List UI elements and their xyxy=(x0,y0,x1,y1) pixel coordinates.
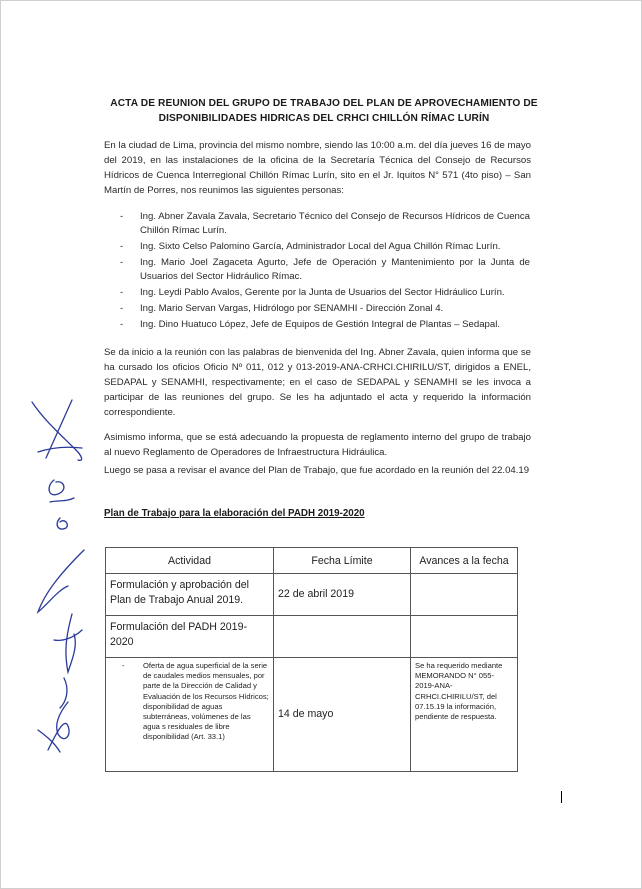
cell-activity: Formulación del PADH 2019-2020 xyxy=(106,616,274,658)
cell-progress xyxy=(411,574,518,616)
handwritten-signatures xyxy=(24,390,104,770)
header-activity: Actividad xyxy=(106,548,274,574)
cell-progress: Se ha requerido mediante MEMORANDO N° 055-2019-ANA-CRHCI.CHIRILU/ST, del 07.15.19 la información, pendiente de respuesta. xyxy=(411,658,518,772)
plan-title: Plan de Trabajo para la elaboración del PADH 2019-2020 xyxy=(104,508,365,519)
attendee-item: - Ing. Leydi Pablo Avalos, Gerente por la Junta de Usuarios del Sector Hidráulico Lurín. xyxy=(118,286,530,300)
cell-progress xyxy=(411,616,518,658)
opening-paragraph: Se da inicio a la reunión con las palabras de bienvenida del Ing. Abner Zavala, quien informa que se ha cursado los oficios Oficio Nº 011, 012 y 013-2019-ANA-CRHCI.CHIRILU/ST, dirigidos a ENEL, SEDAPAL y SENAMHI, respectivamente; en el caso de SEDAPAL y SENAMHI se les invoca a participar de las reuniones del grupo. Se les ha adjuntado el acta y requerido la información correspondiente. xyxy=(104,347,531,418)
title-line-2: DISPONIBILIDADES HIDRICAS DEL CRHCI CHILLÓN RÍMAC LURÍN xyxy=(158,113,490,124)
table-row xyxy=(106,658,518,772)
header-deadline: Fecha Límite xyxy=(274,548,411,574)
attendee-item: - Ing. Mario Joel Zagaceta Agurto, Jefe de Operación y Mantenimiento por la Junta de Usuarios del Sector Hidráulico Rímac. xyxy=(118,256,530,284)
activity-subitem: - Oferta de agua superficial de la serie de caudales medios mensuales, por parte de la Dirección de Calidad y Evaluación de los Recursos Hídricos; disponibilidad de aguas subterráneas, volúmenes de las agua s residuales de libre disponibilidad (Art. 33.1) xyxy=(110,661,269,743)
cell-deadline: 14 de mayo xyxy=(274,658,411,772)
document-title xyxy=(104,96,544,126)
cell-activity xyxy=(106,658,274,772)
attendee-item: - Ing. Dino Huatuco López, Jefe de Equipos de Gestión Integral de Plantas – Sedapal. xyxy=(118,318,530,332)
review-paragraph: Luego se pasa a revisar el avance del Plan de Trabajo, que fue acordado en la reunión del 22.04.19 xyxy=(104,465,530,476)
attendee-item: - Ing. Abner Zavala Zavala, Secretario Técnico del Consejo de Recursos Hídricos de Cuenca Chillón Rímac Lurín. xyxy=(118,210,530,238)
title-line-1: ACTA DE REUNION DEL GRUPO DE TRABAJO DEL PLAN DE APROVECHAMIENTO DE xyxy=(110,98,538,109)
plan-table xyxy=(105,547,518,772)
intro-paragraph: En la ciudad de Lima, provincia del mismo nombre, siendo las 10:00 a.m. del día jueves 16 de mayo del 2019, en las instalaciones de la oficina de la Secretaría Técnica del Consejo de Recursos Hídricos de Cuenca Interregional Chillón Rímac Lurín, sito en el Jr. Iquitos N° 571 (4to piso) – San Martín de Porres, nos reunimos las siguientes personas: xyxy=(104,140,531,196)
table-row xyxy=(106,574,518,616)
header-progress: Avances a la fecha xyxy=(411,548,518,574)
cell-activity: Formulación y aprobación del Plan de Trabajo Anual 2019. xyxy=(106,574,274,616)
cell-deadline: 22 de abril 2019 xyxy=(274,574,411,616)
cell-deadline xyxy=(274,616,411,658)
regulation-paragraph: Asimismo informa, que se está adecuando la propuesta de reglamento interno del grupo de trabajo al nuevo Reglamento de Operadores de Infraestructura Hidráulica. xyxy=(104,432,531,458)
table-row xyxy=(106,616,518,658)
attendee-item: - Ing. Sixto Celso Palomino García, Administrador Local del Agua Chillón Rímac Lurín. xyxy=(118,240,530,254)
table-header-row xyxy=(106,548,518,574)
attendee-item: - Ing. Mario Servan Vargas, Hidrólogo por SENAMHI - Dirección Zonal 4. xyxy=(118,302,530,316)
attendee-list xyxy=(118,210,530,334)
text-cursor xyxy=(561,791,562,803)
